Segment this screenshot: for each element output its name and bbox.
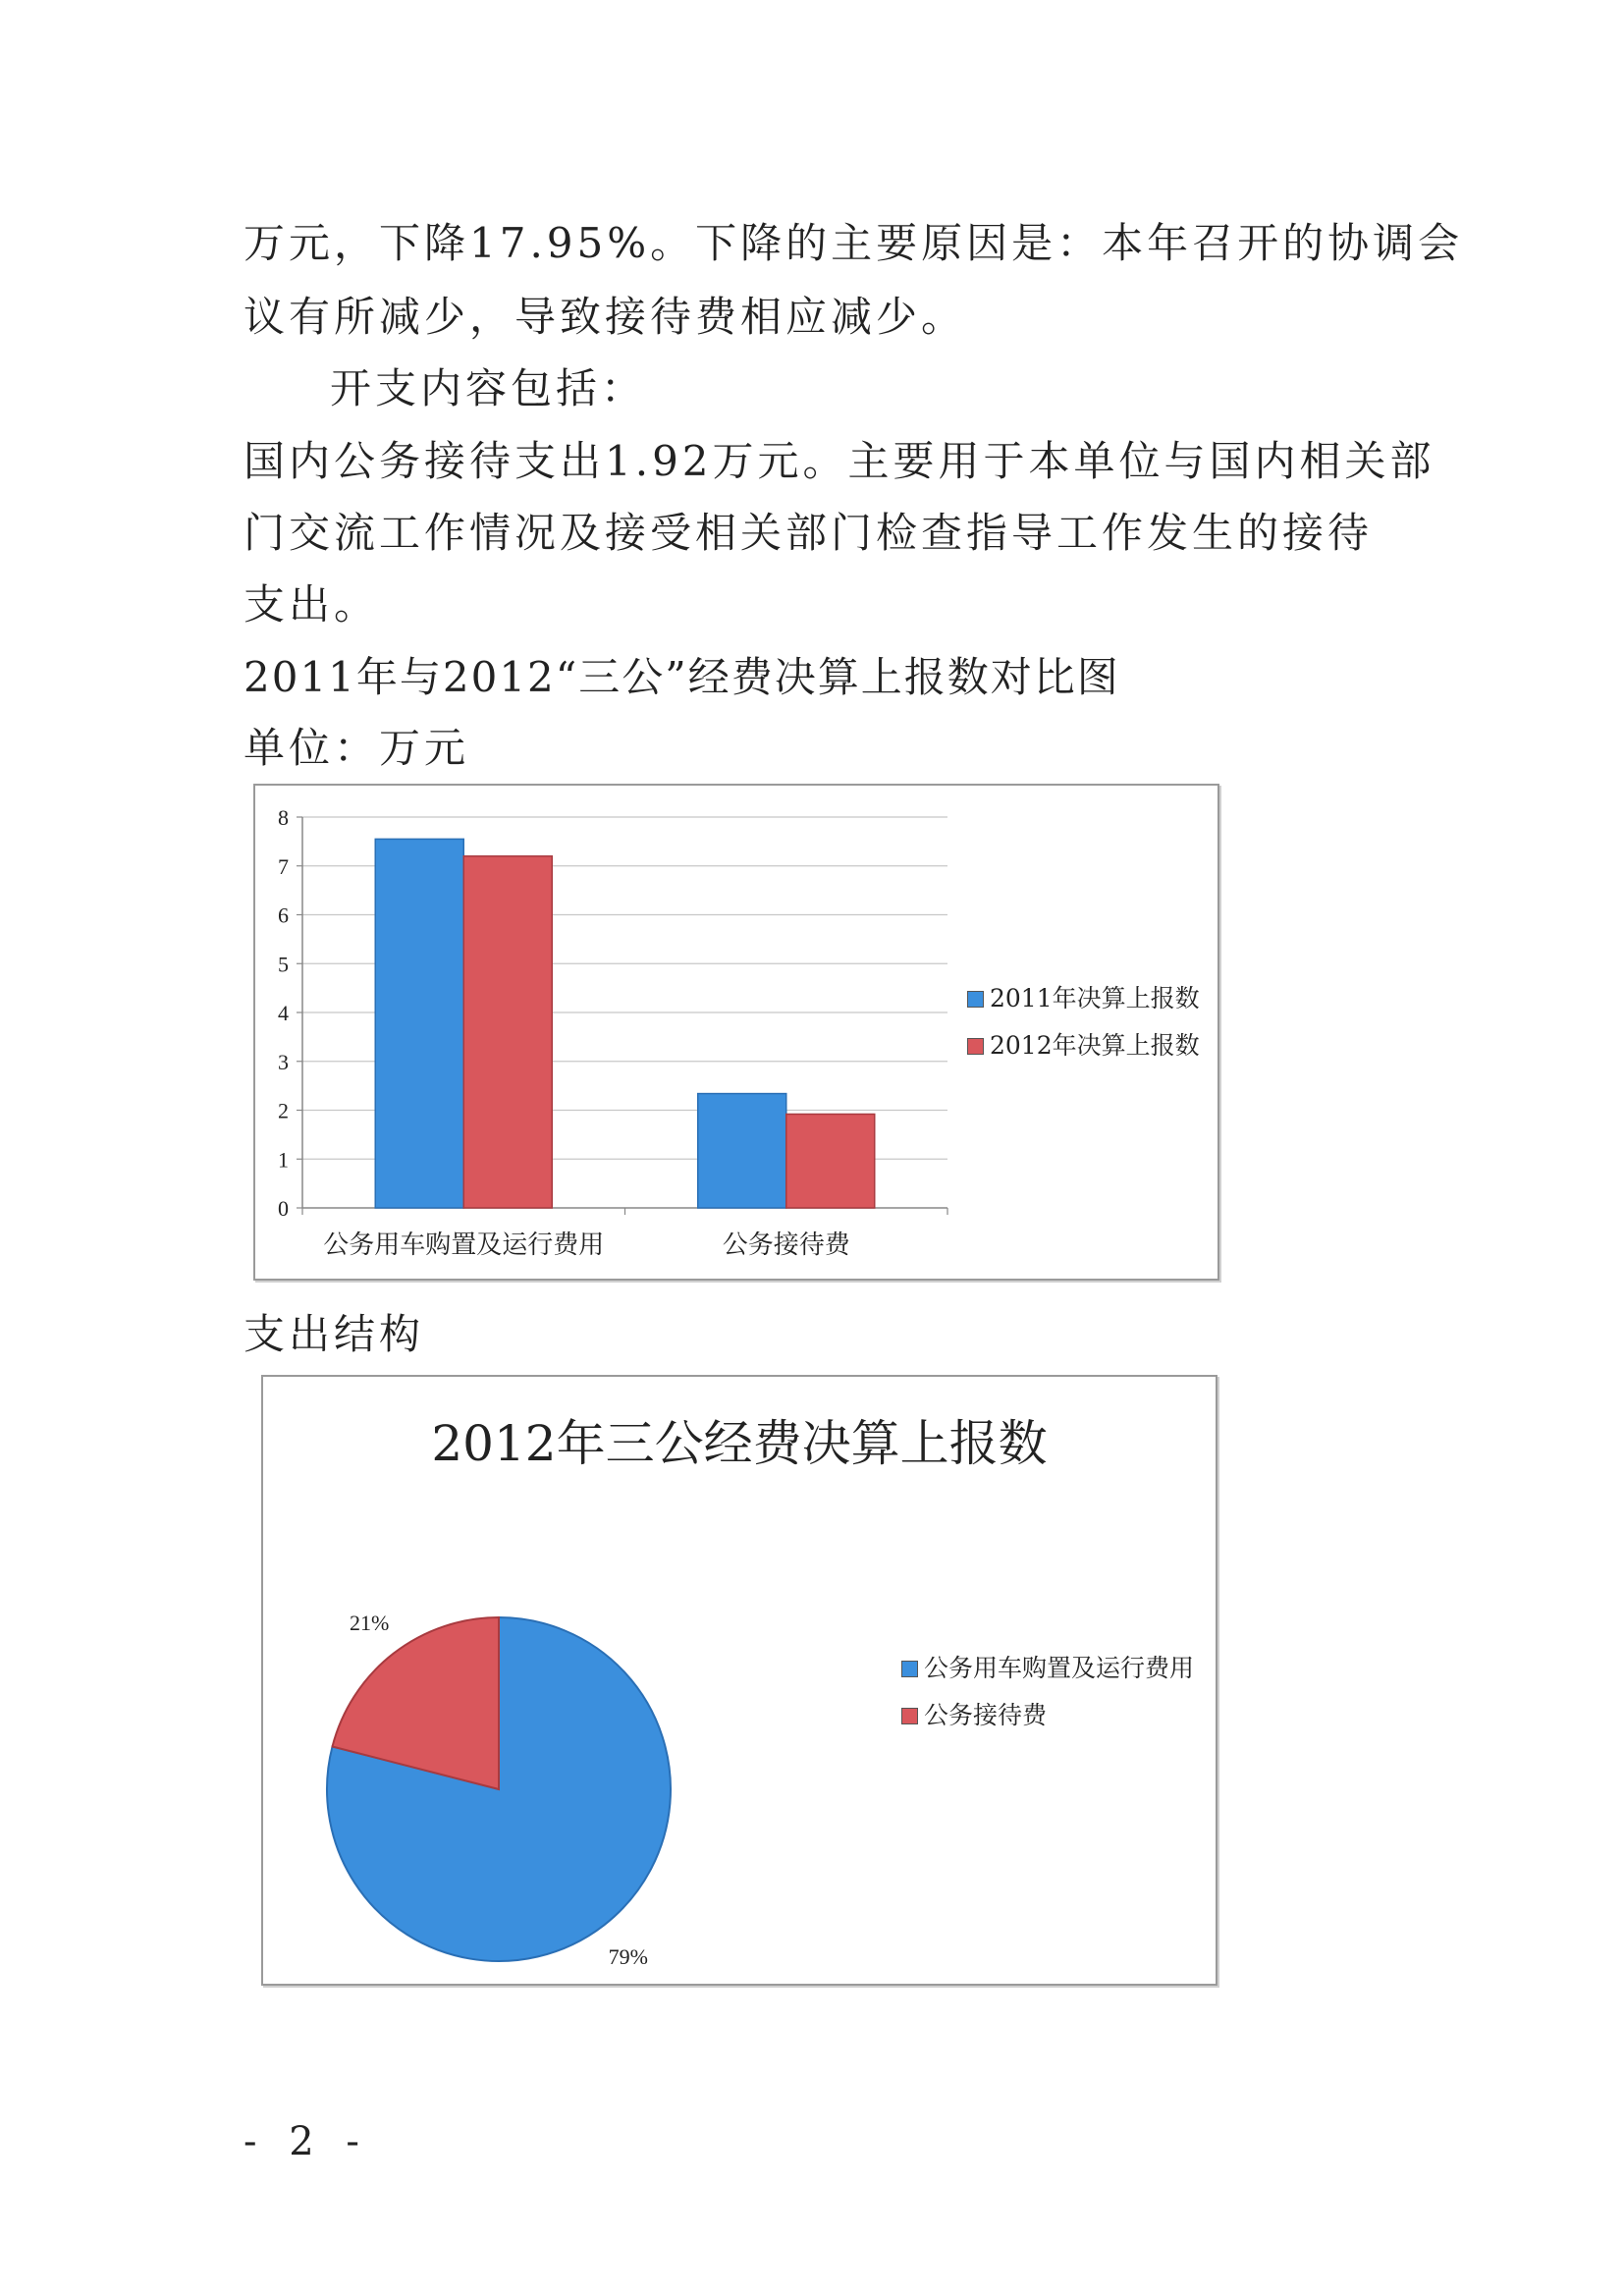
x-category-label: 公务用车购置及运行费用 [323,1230,605,1260]
legend-label-2011: 2011年决算上报数 [990,984,1200,1012]
y-tick-label: 1 [278,1147,289,1173]
body-line-4: 国内公务接待支出1.92万元。主要用于本单位与国内相关部 [243,437,1435,485]
y-tick-label: 6 [278,902,289,928]
y-tick-label: 4 [278,1001,289,1025]
legend-label-reception: 公务接待费 [924,1701,1048,1729]
body-line-5: 门交流工作情况及接受相关部门检查指导工作发生的接待 [243,509,1374,557]
bar-chart-legend [967,982,1213,1063]
bar-2011 [375,839,463,1208]
bar-2012 [463,856,552,1208]
page-number: - 2 - [243,2119,369,2164]
y-tick-label: 0 [278,1196,289,1221]
legend-swatch-2011 [967,991,984,1008]
pie-data-label: 21% [350,1611,390,1636]
pie-chart [261,1375,1217,1986]
pie-chart-title: 2012年三公经费决算上报数 [431,1415,1048,1472]
legend-item-2012 [967,1029,1213,1063]
legend-swatch-reception [901,1708,918,1724]
x-category-label: 公务接待费 [722,1230,850,1260]
legend-item-reception [901,1699,1196,1732]
legend-swatch-2012 [967,1038,984,1055]
body-line-6: 支出。 [243,580,380,629]
section-structure-heading: 支出结构 [243,1310,425,1358]
legend-item-2011 [967,982,1213,1015]
body-line-2: 议有所减少，导致接待费相应减少。 [243,293,967,341]
y-tick-label: 2 [278,1098,289,1123]
body-line-3: 开支内容包括： [330,364,647,412]
chart-caption: 2011年与2012“三公”经费决算上报数对比图 [243,653,1120,701]
y-tick-label: 5 [278,952,289,977]
unit-label: 单位：万元 [243,724,470,772]
y-tick-label: 3 [278,1049,289,1074]
bar-2012 [786,1114,875,1208]
y-tick-label: 7 [278,853,289,879]
pie-data-label: 79% [608,1943,648,1969]
bar-chart [253,784,1219,1281]
legend-label-vehicle: 公务用车购置及运行费用 [924,1654,1195,1682]
legend-item-vehicle [901,1652,1196,1685]
legend-label-2012: 2012年决算上报数 [990,1031,1200,1060]
bar-2011 [698,1094,786,1208]
body-line-1: 万元，下降17.95%。下降的主要原因是：本年召开的协调会 [243,219,1464,267]
pie-chart-legend [901,1652,1196,1732]
legend-swatch-vehicle [901,1661,918,1677]
y-tick-label: 8 [278,805,289,830]
